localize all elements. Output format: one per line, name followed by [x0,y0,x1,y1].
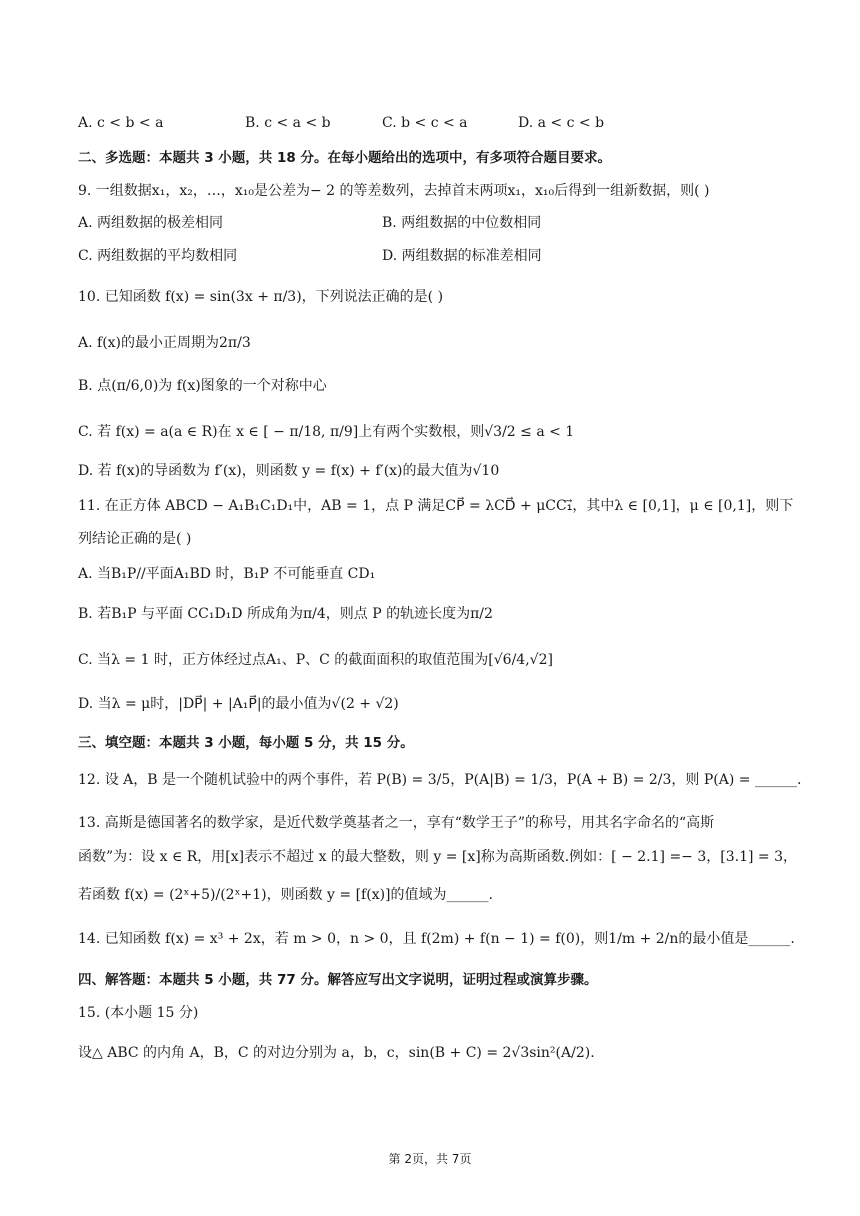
q9-option-a: A. 两组数据的极差相同 [78,215,224,231]
q8-option-b: B. c < a < b [245,115,331,131]
q8-option-a: A. c < b < a [78,115,164,131]
page-footer: 第 2页，共 7页 [388,1152,472,1166]
q10-option-d: D. 若 f(x)的导函数为 f′(x)，则函数 y = f(x) + f′(x)的最大值为√10 [78,463,500,479]
q10-option-c: C. 若 f(x) = a(a ∈ R)在 x ∈ [ − π/18, π/9]上有两个实数根，则√3/2 ≤ a < 1 [78,424,575,440]
q13-line2: 函数”为：设 x ∈ R，用[x]表示不超过 x 的最大整数，则 y = [x]称为高斯函数.例如：[ − 2.1] =− 3，[3.1] = 3， [78,849,797,865]
q11-stem-line1: 11. 在正方体 ABCD − A₁B₁C₁D₁中，AB = 1，点 P 满足CP⃗ = λCD⃗ + μCC₁⃗，其中λ ∈ [0,1]，μ ∈ [0,1]，则下 [78,498,794,514]
q12-stem: 12. 设 A，B 是一个随机试验中的两个事件，若 P(B) = 3/5，P(A|B) = 1/3，P(A + B) = 2/3，则 P(A) = ______. [78,772,802,788]
q11-option-d: D. 当λ = μ时，|DP⃗| + |A₁P⃗|的最小值为√(2 + √2) [78,696,399,712]
q13-line3: 若函数 f(x) = (2ˣ+5)/(2ˣ+1)，则函数 y = [f(x)]的值域为______. [78,887,493,903]
q15-stem: 设△ ABC 的内角 A，B，C 的对边分别为 a，b，c，sin(B + C) = 2√3sin²(A/2). [78,1045,595,1061]
q9-option-c: C. 两组数据的平均数相同 [78,248,238,264]
q11-option-a: A. 当B₁P//平面A₁BD 时，B₁P 不可能垂直 CD₁ [78,566,376,582]
section-3-heading: 三、填空题：本题共 3 小题，每小题 5 分，共 15 分。 [78,735,414,751]
q10-option-a: A. f(x)的最小正周期为2π/3 [78,335,251,351]
q15-heading: 15. (本小题 15 分) [78,1005,199,1021]
q10-option-b: B. 点(π/6,0)为 f(x)图象的一个对称中心 [78,378,327,394]
q9-stem: 9. 一组数据x₁，x₂，…，x₁₀是公差为− 2 的等差数列，去掉首末两项x₁，x₁₀后得到一组新数据，则( ) [78,183,710,199]
section-4-heading: 四、解答题：本题共 5 小题，共 77 分。解答应写出文字说明，证明过程或演算步骤。 [78,972,598,988]
q13-line1: 13. 高斯是德国著名的数学家，是近代数学奠基者之一，享有“数学王子”的称号，用其名字命名的“高斯 [78,815,715,831]
q14-stem: 14. 已知函数 f(x) = x³ + 2x，若 m > 0，n > 0，且 f(2m) + f(n − 1) = f(0)，则1/m + 2/n的最小值是______. [78,931,795,947]
q8-option-d: D. a < c < b [518,115,605,131]
q9-option-d: D. 两组数据的标准差相同 [382,248,542,264]
q8-option-c: C. b < c < a [382,115,468,131]
q10-stem: 10. 已知函数 f(x) = sin(3x + π/3)，下列说法正确的是( ) [78,289,444,305]
section-2-heading: 二、多选题：本题共 3 小题，共 18 分。在每小题给出的选项中，有多项符合题目要求。 [78,150,611,166]
q11-option-b: B. 若B₁P 与平面 CC₁D₁D 所成角为π/4，则点 P 的轨迹长度为π/2 [78,606,493,622]
q9-option-b: B. 两组数据的中位数相同 [382,215,542,231]
q11-option-c: C. 当λ = 1 时，正方体经过点A₁、P、C 的截面面积的取值范围为[√6/4,√2] [78,652,553,668]
q11-stem-line2: 列结论正确的是( ) [78,531,192,547]
